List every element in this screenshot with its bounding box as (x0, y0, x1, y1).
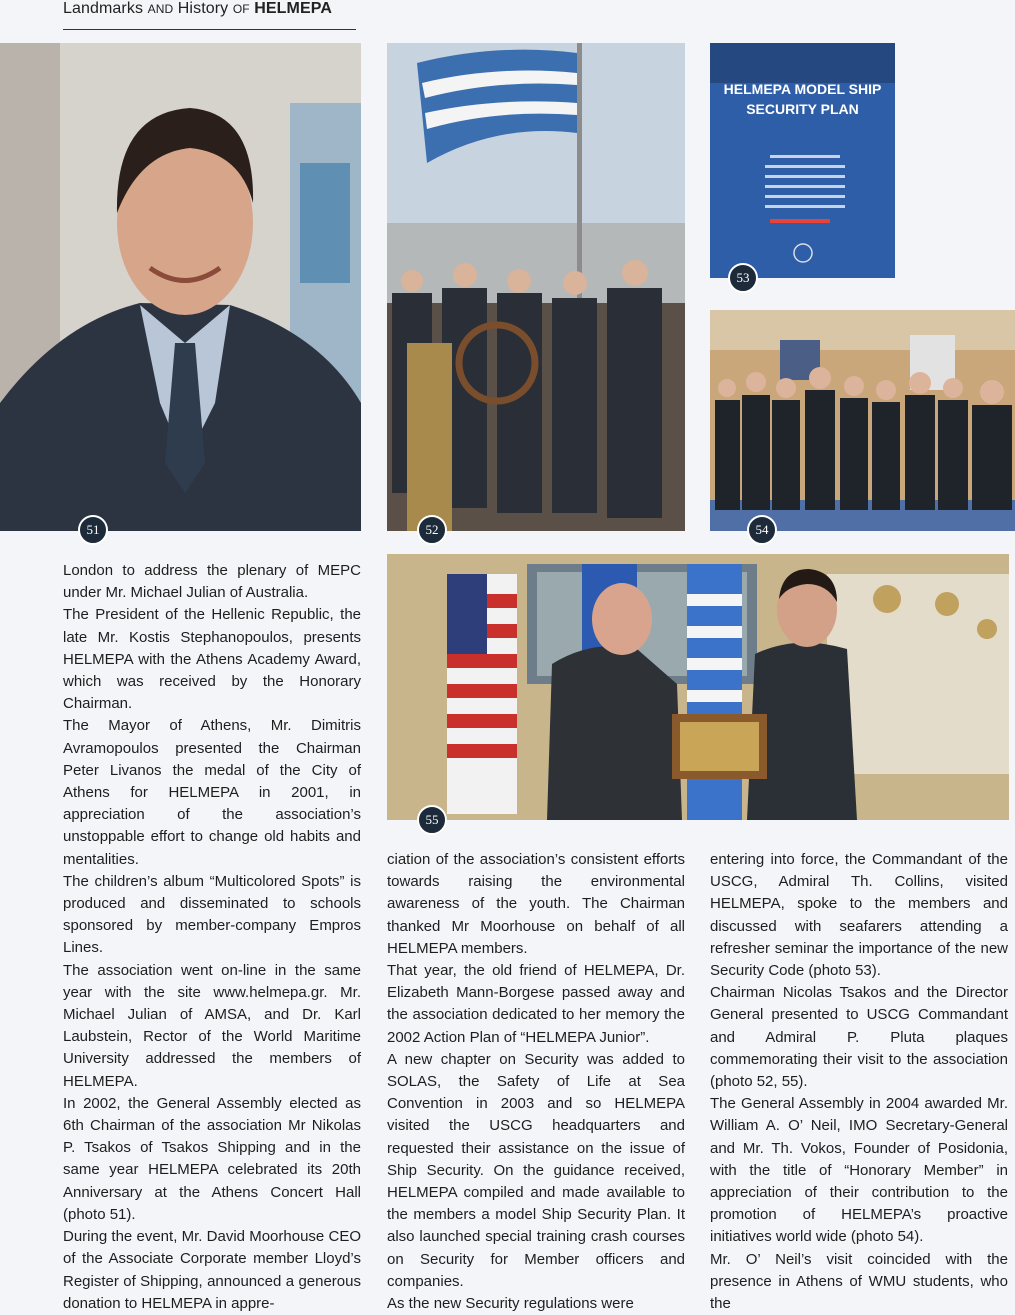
photo-51-badge: 51 (78, 515, 108, 545)
header-text-1: Landmarks (63, 0, 148, 17)
photo-52 (387, 43, 685, 531)
text-column-left (63, 560, 361, 1315)
photo-53-badge: 53 (728, 263, 758, 293)
header-and: AND (147, 2, 174, 16)
header-rule (63, 29, 356, 30)
paragraph: As the new Security regulations were (387, 1295, 634, 1313)
paragraph: Chairman Nicolas Tsakos and the Director General presented to USCG Commandant and Admiral P. Pluta plaques commemorating their visit to the association (photo 52, 55). (710, 984, 1008, 1091)
photo-55 (387, 554, 1009, 820)
photo-51 (0, 43, 361, 531)
paragraph: In 2002, the General Assembly elected as 6th Chairman of the association Mr Nikolas P. Tsakos of Tsakos Shipping and in the same year HELMEPA celebrated its 20th Anniversary at the Athens Concert Hall (photo 51). (63, 1094, 361, 1223)
paragraph: A new chapter on Security was added to SOLAS, the Safety of Life at Sea Convention in 2003 and so HELMEPA visited the USCG headquarters and requested their assistance on the issue of Ship Security. On the guidance received, HELMEPA compiled and made available to the members a model Ship Security Plan. It also launched special training crash courses on Security for Member officers and companies. (387, 1050, 685, 1290)
book-title-line-2: SECURITY PLAN (746, 101, 859, 117)
text-column-right (710, 849, 1008, 1315)
paragraph: That year, the old friend of HELMEPA, Dr. Elizabeth Mann-Borgese passed away and the association dedicated to her memory the 2002 Action Plan of “HELMEPA Junior”. (387, 962, 685, 1046)
paragraph: The children’s album “Multicolored Spots” is produced and disseminated to schools sponsored by member-company Empros Lines. (63, 872, 361, 957)
paragraph: The President of the Hellenic Republic, the late Mr. Kostis Stephanopoulos, presents HELMEPA with the Athens Academy Award, which was received by the Honorary Chairman. (63, 606, 361, 713)
photo-54 (710, 310, 1015, 531)
paragraph: Mr. O’ Neil’s visit coincided with the presence in Athens of WMU students, who the (710, 1250, 1008, 1313)
paragraph: ciation of the association’s consistent efforts towards raising the environmental awareness of the youth. The Chairman thanked Mr Moorhouse on behalf of all HELMEPA members. (387, 851, 685, 957)
paragraph: The Mayor of Athens, Mr. Dimitris Avramopoulos presented the Chairman Peter Livanos the medal of the City of Athens for HELMEPA in 2001, in appreciation of the association’s unstoppable effort to change old habits and mentalities. (63, 717, 361, 868)
photo-52-badge: 52 (417, 515, 447, 545)
header-brand: HELMEPA (254, 0, 332, 17)
page-header (63, 0, 332, 18)
book-title-line-1: HELMEPA MODEL SHIP (723, 81, 882, 97)
paragraph: London to address the plenary of MEPC under Mr. Michael Julian of Australia. (63, 562, 361, 602)
paragraph: The association went on-line in the same year with the site www.helmepa.gr. Mr. Michael Julian of AMSA, and Dr. Karl Laubstein, Rector of the World Maritime University addressed the members of HELMEPA. (63, 961, 361, 1090)
photo-55-badge: 55 (417, 805, 447, 835)
photo-54-badge: 54 (747, 515, 777, 545)
paragraph: The General Assembly in 2004 awarded Mr. William A. O’ Neil, IMO Secretary-General and Mr. Th. Vokos, Founder of Posidonia, with the title of “Honorary Member” in appreciation of their contribution to the promotion of HELMEPA’s proactive initiatives world wide (photo 54). (710, 1095, 1008, 1246)
paragraph: During the event, Mr. David Moorhouse CEO of the Associate Corporate member Lloyd’s Register of Shipping, announced a generous donation to HELMEPA in appre- (63, 1228, 361, 1312)
text-column-middle (387, 849, 685, 1315)
header-text-2: History (173, 0, 233, 17)
paragraph: entering into force, the Commandant of the USCG, Admiral Th. Collins, visited HELMEPA, spoke to the members and discussed with seafarers attending a refresher seminar the importance of the new Security Code (photo 53). (710, 851, 1008, 980)
header-of: OF (232, 2, 250, 16)
photo-53 (710, 43, 895, 278)
